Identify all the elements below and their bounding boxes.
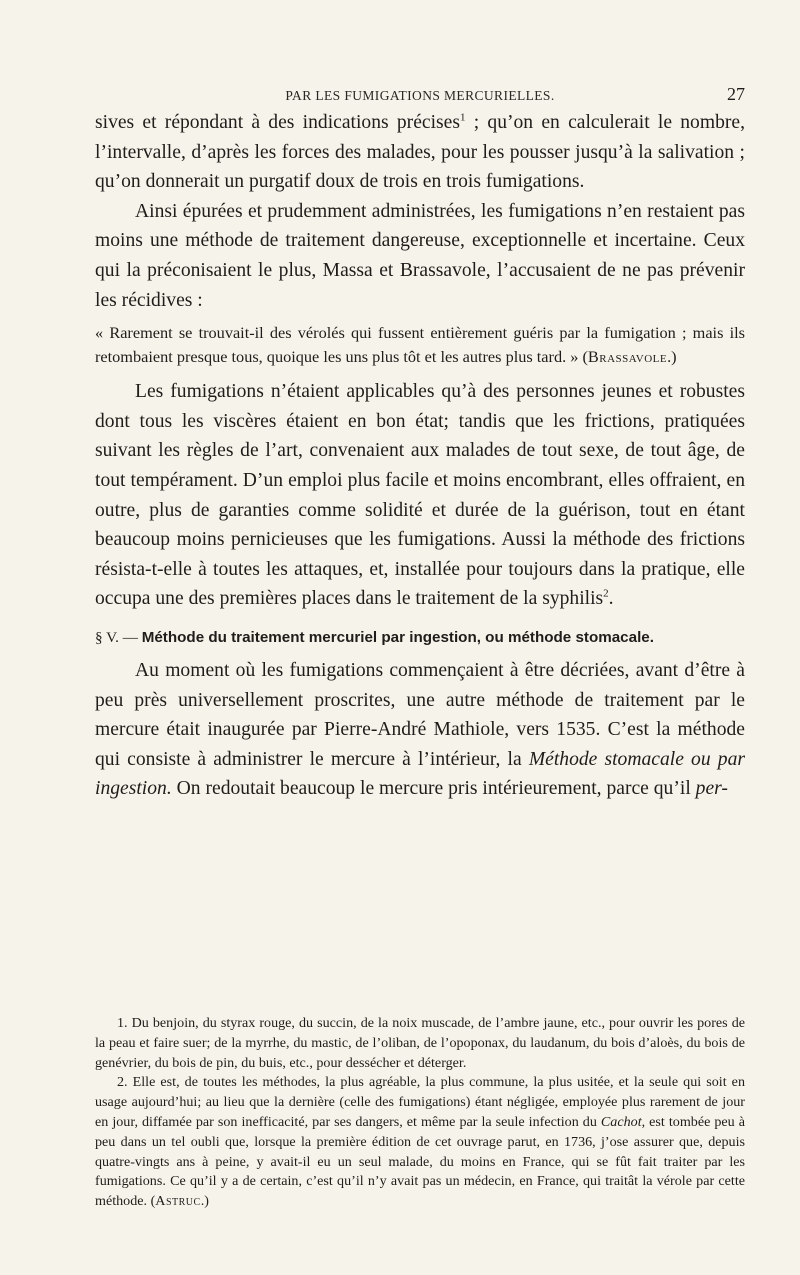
main-text — [95, 108, 745, 804]
section-number: § V. — — [95, 628, 142, 646]
footnote-ref-1: 1 — [459, 111, 466, 124]
text-span: . — [608, 588, 614, 610]
text-span: , est tombée peu à peu dans un tel oubli que, lorsque la première édition de cet ouvrage parut, en 1736, j’ose assurer que, depuis quatre-vingts ans à peine, y avait-il eu un seul malade, du moins en France, qui se fût fait traiter par les fumigations. Ce qu’il y a de certain, c’est qu’il n’y avait pas un médecin, en France, qui traitât la vérole par cette méthode. ( — [95, 1113, 745, 1210]
quote-text: « Rarement se trouvait-il des vérolés qui fussent entièrement guéris par la fumigation ; mais ils retombaient presque tous, quoique les uns plus tôt et les autres plus tard. » ( — [95, 323, 745, 367]
paragraph-1 — [95, 108, 745, 197]
quote-author: Brassavole — [587, 347, 668, 367]
text-span: Les fumigations n’étaient applicables qu’à des personnes jeunes et robustes dont tous les viscères étaient en bon état; tandis que les frictions, pratiquées suivant les règles de l’art, convenaient aux malades de tout sexe, de tout âge, de tout tempérament. D’un emploi plus facile et moins encombrant, elles offraient, en outre, plus de garanties comme solidité et durée de la guérison, tout en étant beaucoup moins pernicieuses que les fumigations. Aussi la méthode des frictions résista-t-elle à toutes les attaques, et, installée pour toujours dans la pratique, elle occupa une des premières places dans le traitement de la syphilis — [95, 381, 745, 610]
footnote-author: Astruc — [155, 1193, 201, 1210]
block-quote — [95, 321, 745, 369]
text-span: 2. Elle est, de toutes les méthodes, la plus agréable, la plus commune, la plus usitée, et la seule qui soit en usage aujourd’hui; au lieu que la dernière (celle des fumigations) étant négligée, employée plus rarement de jour en jour, diffamée par son inefficacité, par ses dangers, et même par la seule infection du — [95, 1074, 745, 1130]
page-number: 27 — [727, 84, 745, 104]
footnote-ref-2: 2 — [603, 587, 609, 600]
paragraph-4 — [95, 656, 745, 804]
text-span: ; qu’on en calculerait le nombre, l’intervalle, d’après les forces des malades, pour les pousser jusqu’à la salivation ; qu’on donnerait un purgatif doux de trois en trois fumigations. — [95, 112, 746, 193]
text-span: .) — [200, 1193, 209, 1210]
text-span: sives et répondant à des indications précises — [95, 112, 460, 133]
footnote-2 — [95, 1073, 745, 1212]
text-span: Au moment où les fumigations commençaient à être décriées, avant d’être à peu près universellement proscrites, une autre méthode de traitement par le mercure était inaugurée par Pierre-André Mathiole, vers 1535. C’est la méthode qui consiste à administrer le mercure à l’intérieur, la — [95, 659, 745, 770]
emphasis: Méthode stomacale ou par ingestion. — [95, 748, 745, 800]
emphasis: per- — [695, 778, 728, 800]
section-title: Méthode du traitement mercuriel par ingestion, ou méthode stomacale. — [141, 628, 654, 646]
text-span: On redoutait beaucoup le mercure pris intérieurement, parce qu’il — [171, 778, 696, 800]
emphasis: Cachot — [600, 1113, 642, 1130]
footnotes — [95, 1014, 745, 1212]
footnote-1: 1. Du benjoin, du styrax rouge, du succin, de la noix muscade, de l’ambre jaune, etc., pour ouvrir les pores de la peau et faire suer; de la myrrhe, du mastic, de l’oliban, de l’opoponax, du laudanum, du bois d’aloès, du bois de genévrier, du bois de pin, du buis, etc., pour dessécher et déterger. — [95, 1015, 745, 1071]
section-heading — [95, 626, 745, 650]
quote-end: .) — [667, 347, 677, 367]
paragraph-3 — [95, 377, 745, 614]
running-title: PAR LES FUMIGATIONS MERCURIELLES. — [285, 88, 555, 103]
paragraph-2: Ainsi épurées et prudemment administrées, les fumigations n’en restaient pas moins une méthode de traitement dangereuse, exceptionnelle et incertaine. Ceux qui la préconisaient le plus, Massa et Brassavole, l’accusaient de ne pas prévenir les récidives : — [95, 200, 745, 311]
